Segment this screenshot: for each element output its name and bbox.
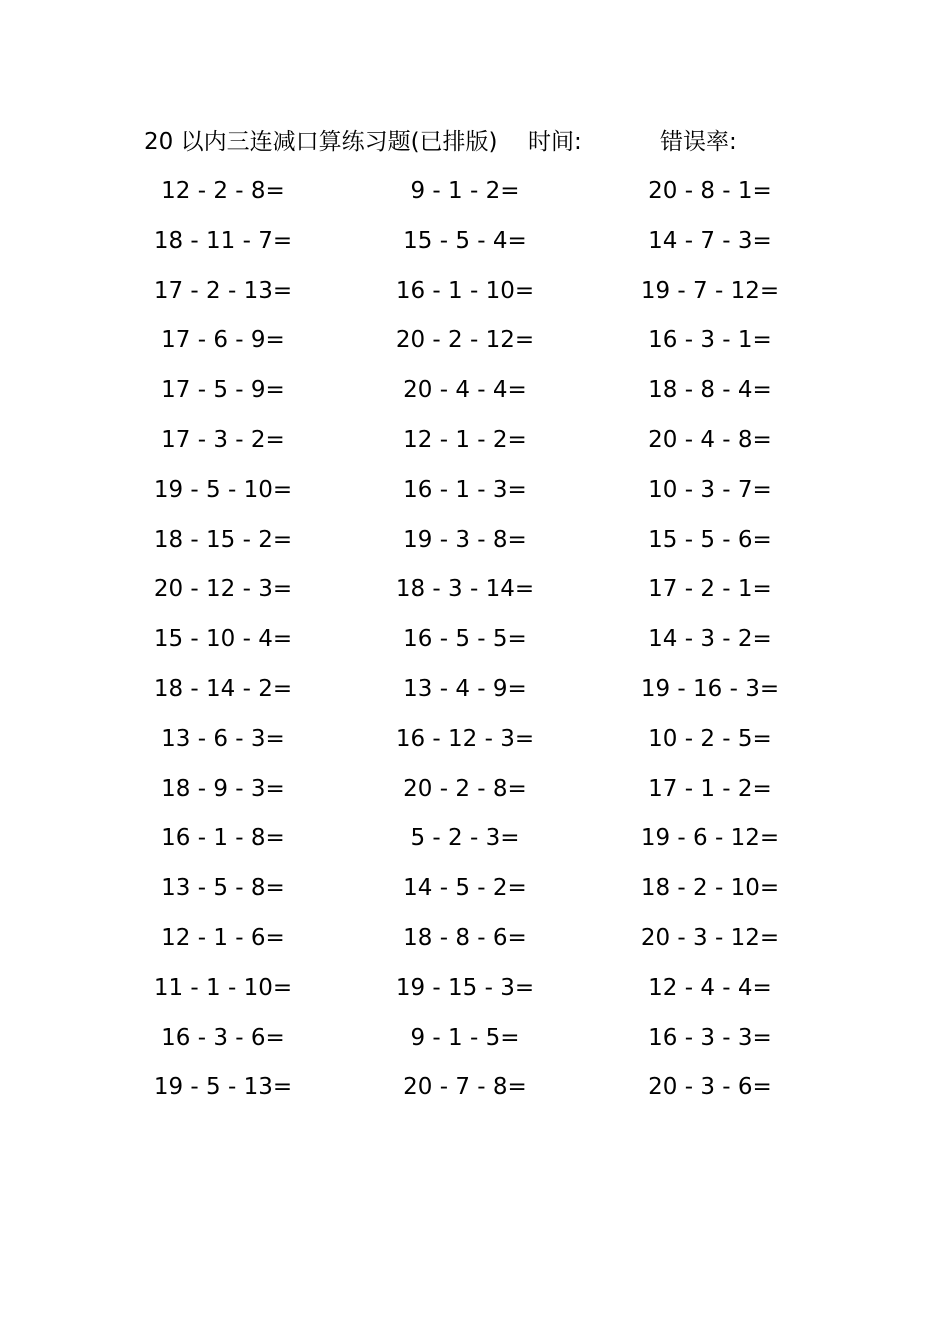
worksheet-title: 20 以内三连减口算练习题(已排版) [144, 129, 498, 155]
subtraction-problem: 18 - 8 - 4= [648, 377, 772, 404]
subtraction-problem: 14 - 7 - 3= [648, 227, 772, 254]
subtraction-problem: 12 - 1 - 6= [161, 924, 285, 951]
problem-row [0, 471, 950, 521]
subtraction-problem: 20 - 12 - 3= [153, 576, 293, 603]
problem-row [0, 969, 950, 1019]
subtraction-problem: 15 - 10 - 4= [153, 626, 293, 653]
subtraction-problem: 17 - 5 - 9= [161, 377, 285, 404]
subtraction-problem: 16 - 1 - 8= [161, 825, 285, 852]
subtraction-problem: 10 - 3 - 7= [648, 476, 772, 503]
subtraction-problem: 17 - 2 - 1= [648, 576, 772, 603]
subtraction-problem: 12 - 1 - 2= [403, 426, 527, 453]
subtraction-problem: 17 - 1 - 2= [648, 775, 772, 802]
subtraction-problem: 16 - 5 - 5= [403, 626, 527, 653]
subtraction-problem: 20 - 2 - 8= [403, 775, 527, 802]
subtraction-problem: 13 - 4 - 9= [403, 675, 527, 702]
problem-row [0, 321, 950, 371]
subtraction-problem: 17 - 3 - 2= [161, 426, 285, 453]
subtraction-problem: 5 - 2 - 3= [410, 825, 520, 852]
problem-row [0, 272, 950, 322]
subtraction-problem: 20 - 8 - 1= [648, 178, 772, 204]
problem-row [0, 421, 950, 471]
subtraction-problem: 16 - 1 - 3= [403, 476, 527, 503]
subtraction-problem: 16 - 1 - 10= [395, 277, 535, 304]
problem-row [0, 1019, 950, 1069]
subtraction-problem: 19 - 3 - 8= [403, 526, 527, 553]
subtraction-problem: 18 - 15 - 2= [153, 526, 293, 553]
subtraction-problem: 20 - 3 - 12= [640, 924, 780, 951]
subtraction-problem: 17 - 6 - 9= [161, 327, 285, 354]
time-label: 时间: [528, 129, 582, 155]
subtraction-problem: 18 - 14 - 2= [153, 675, 293, 702]
worksheet-header [0, 124, 950, 160]
subtraction-problem: 19 - 7 - 12= [640, 277, 780, 304]
subtraction-problem: 19 - 15 - 3= [395, 974, 535, 1001]
subtraction-problem: 18 - 11 - 7= [153, 227, 293, 254]
subtraction-problem: 20 - 4 - 4= [403, 377, 527, 404]
subtraction-problem: 9 - 1 - 2= [410, 178, 520, 204]
subtraction-problem: 19 - 5 - 10= [153, 476, 293, 503]
error-rate-label: 错误率: [660, 129, 737, 155]
subtraction-problem: 20 - 2 - 12= [395, 327, 535, 354]
subtraction-problem: 13 - 5 - 8= [161, 875, 285, 902]
subtraction-problem: 10 - 2 - 5= [648, 725, 772, 752]
problem-grid [0, 172, 950, 1118]
subtraction-problem: 11 - 1 - 10= [153, 974, 293, 1001]
subtraction-problem: 15 - 5 - 4= [403, 227, 527, 254]
subtraction-problem: 15 - 5 - 6= [648, 526, 772, 553]
problem-row [0, 172, 950, 222]
subtraction-problem: 14 - 3 - 2= [648, 626, 772, 653]
problem-row [0, 620, 950, 670]
problem-row [0, 819, 950, 869]
subtraction-problem: 18 - 9 - 3= [161, 775, 285, 802]
problem-row [0, 371, 950, 421]
problem-row [0, 521, 950, 571]
subtraction-problem: 19 - 5 - 13= [153, 1074, 293, 1101]
subtraction-problem: 20 - 4 - 8= [648, 426, 772, 453]
subtraction-problem: 19 - 6 - 12= [640, 825, 780, 852]
problem-row [0, 919, 950, 969]
subtraction-problem: 12 - 4 - 4= [648, 974, 772, 1001]
subtraction-problem: 16 - 3 - 3= [648, 1024, 772, 1051]
subtraction-problem: 18 - 3 - 14= [395, 576, 535, 603]
problem-row [0, 770, 950, 820]
subtraction-problem: 16 - 12 - 3= [395, 725, 535, 752]
subtraction-problem: 16 - 3 - 1= [648, 327, 772, 354]
subtraction-problem: 18 - 8 - 6= [403, 924, 527, 951]
subtraction-problem: 20 - 3 - 6= [648, 1074, 772, 1101]
subtraction-problem: 12 - 2 - 8= [161, 178, 285, 204]
problem-row [0, 670, 950, 720]
subtraction-problem: 13 - 6 - 3= [161, 725, 285, 752]
subtraction-problem: 9 - 1 - 5= [410, 1024, 520, 1051]
problem-row [0, 869, 950, 919]
subtraction-problem: 20 - 7 - 8= [403, 1074, 527, 1101]
subtraction-problem: 16 - 3 - 6= [161, 1024, 285, 1051]
subtraction-problem: 17 - 2 - 13= [153, 277, 293, 304]
problem-row [0, 222, 950, 272]
problem-row [0, 570, 950, 620]
problem-row [0, 720, 950, 770]
subtraction-problem: 19 - 16 - 3= [640, 675, 780, 702]
problem-row [0, 1068, 950, 1118]
subtraction-problem: 14 - 5 - 2= [403, 875, 527, 902]
subtraction-problem: 18 - 2 - 10= [640, 875, 780, 902]
